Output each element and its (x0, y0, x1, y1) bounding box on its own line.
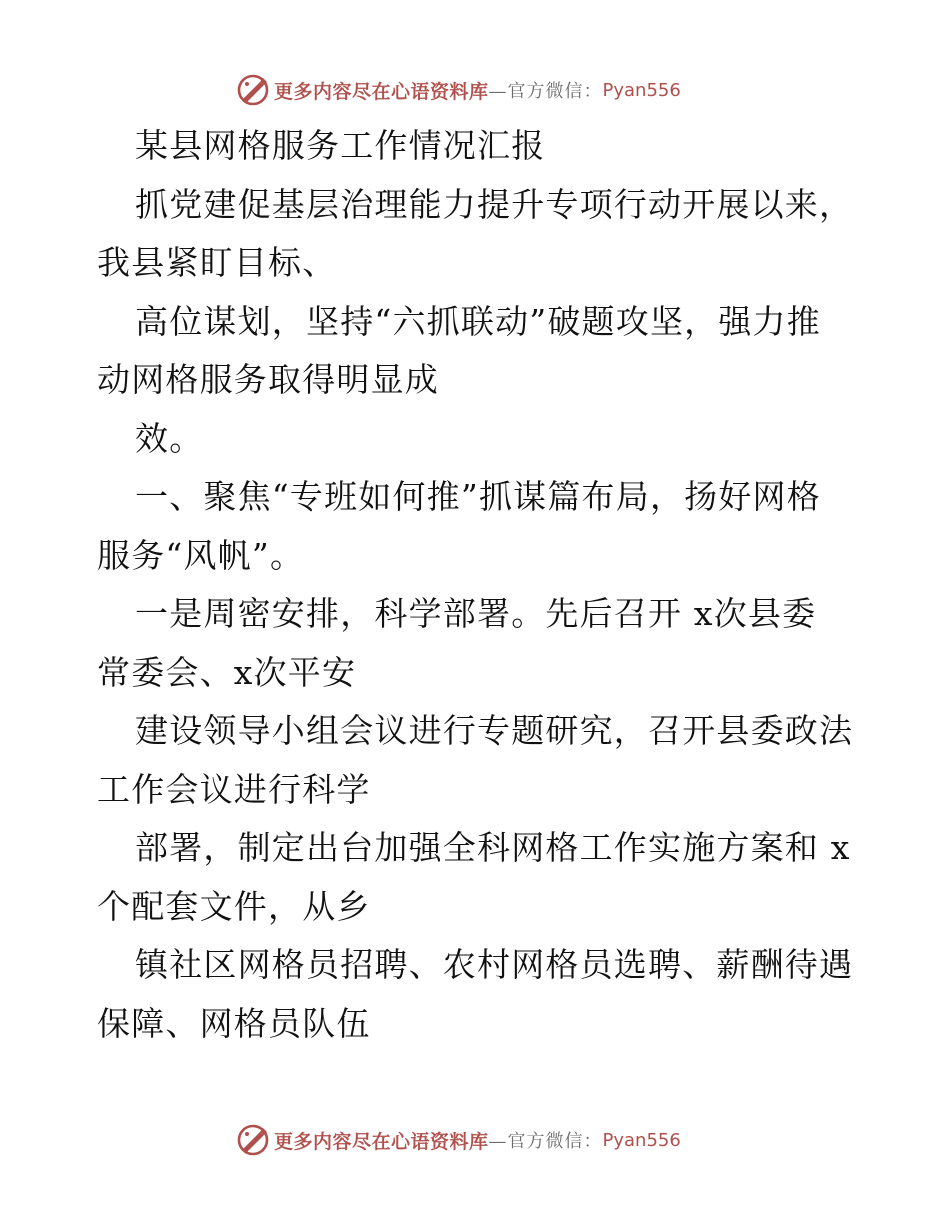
banner-dash-text: —官方微信： (488, 1131, 603, 1152)
paragraph-line: 效。 (135, 418, 204, 458)
banner-wechat-id: Pyan556 (602, 79, 681, 101)
paragraph-line: 一是周密安排，科学部署。先后召开 x次县委 (135, 594, 817, 633)
banner-main-text: 更多内容尽在心语资料库 (274, 80, 489, 103)
paragraph-line: 个配套文件，从乡 (97, 886, 371, 926)
pen-logo-icon (236, 1123, 270, 1157)
paragraph-line: 高位谋划，坚持“六抓联动”破题攻坚，强力推 (135, 301, 821, 341)
paragraph-line: 常委会、x次平安 (97, 652, 357, 692)
paragraph-line: 建设领导小组会议进行专题研究，召开县委政法 (135, 711, 854, 750)
paragraph-line: 工作会议进行科学 (97, 769, 371, 809)
paragraph-line: 我县紧盯目标、 (97, 243, 337, 282)
paragraph-line: 部署，制定出台加强全科网格工作实施方案和 x (135, 828, 851, 867)
paragraph-line: 一、聚焦“专班如何推”抓谋篇布局，扬好网格 (135, 477, 821, 516)
paragraph-line: 保障、网格员队伍 (97, 1003, 371, 1043)
banner-main-text: 更多内容尽在心语资料库 (274, 1130, 489, 1153)
banner-wechat-id: Pyan556 (602, 1129, 681, 1151)
banner-dash-text: —官方微信： (488, 81, 603, 102)
pen-logo-icon (236, 73, 270, 107)
paragraph-line: 镇社区网格员招聘、农村网格员选聘、薪酬待遇 (135, 945, 854, 984)
paragraph-line: 抓党建促基层治理能力提升专项行动开展以来， (135, 184, 854, 224)
document-body (97, 117, 857, 1053)
paragraph-line: 动网格服务取得明显成 (97, 360, 439, 399)
header-banner (236, 72, 756, 108)
paragraph-line: 服务“风帆”。 (97, 535, 305, 575)
footer-banner (236, 1122, 756, 1158)
paragraph-line: 某县网格服务工作情况汇报 (135, 126, 546, 165)
